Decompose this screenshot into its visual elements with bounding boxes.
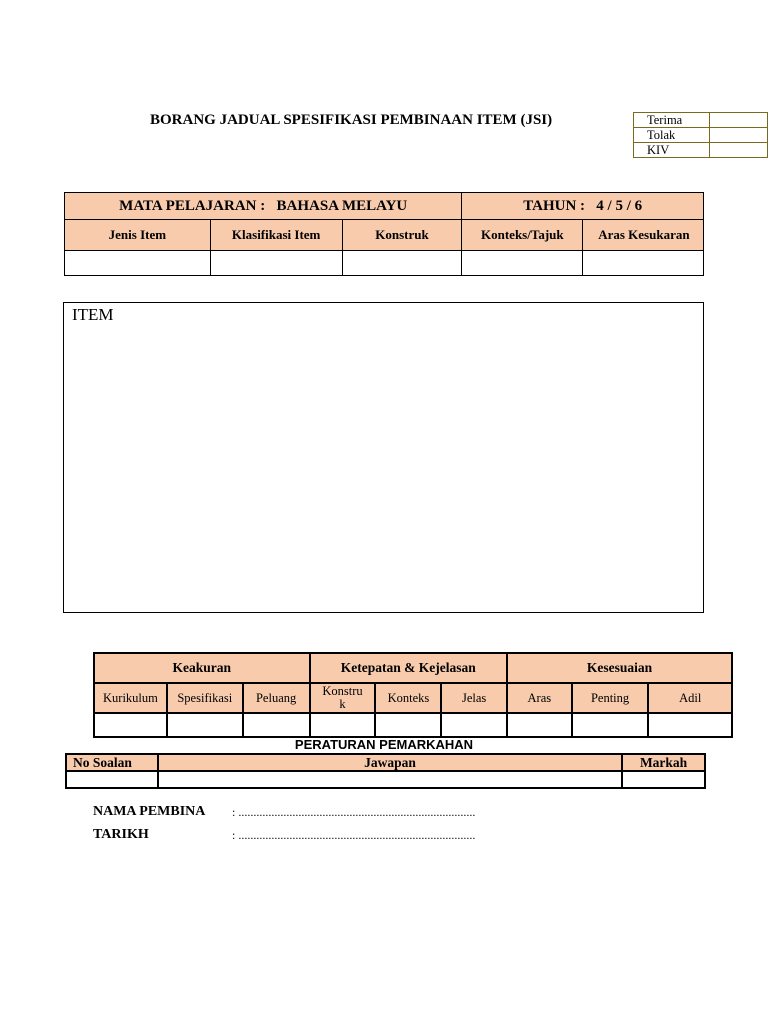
status-label-kiv: KIV: [634, 143, 710, 158]
eval-cell-spesifikasi[interactable]: [167, 713, 243, 737]
eval-cell-jelas[interactable]: [441, 713, 507, 737]
date-label: TARIKH: [93, 827, 149, 842]
cell-jenis-item[interactable]: [65, 251, 211, 276]
marking-cell-markah[interactable]: [622, 771, 705, 788]
status-label-tolak: Tolak: [634, 128, 710, 143]
name-label: NAMA PEMBINA: [93, 804, 206, 819]
subject-label: MATA PELAJARAN : BAHASA MELAYU: [65, 193, 462, 220]
item-label: ITEM: [72, 305, 114, 324]
date-field[interactable]: : ...............................................................................: [232, 828, 476, 842]
header-col-jenis-item: Jenis Item: [65, 220, 211, 251]
marking-title: PERATURAN PEMARKAHAN: [294, 737, 474, 752]
status-check-kiv[interactable]: [709, 143, 767, 158]
eval-cell-peluang[interactable]: [243, 713, 310, 737]
status-box: [633, 112, 768, 158]
eval-cell-penting[interactable]: [572, 713, 649, 737]
eval-group-ketepatan-kejelasan: Ketepatan & Kejelasan: [310, 653, 507, 683]
year-label: TAHUN : 4 / 5 / 6: [462, 193, 704, 220]
header-col-konstruk: Konstruk: [342, 220, 462, 251]
evaluation-table: [93, 652, 733, 738]
header-table: [64, 192, 704, 276]
header-col-konteks-tajuk: Konteks/Tajuk: [462, 220, 583, 251]
marking-cell-jawapan[interactable]: [158, 771, 622, 788]
eval-col-konteks: Konteks: [375, 683, 441, 713]
eval-group-kesesuaian: Kesesuaian: [507, 653, 732, 683]
eval-col-aras: Aras: [507, 683, 572, 713]
eval-col-adil: Adil: [648, 683, 732, 713]
eval-cell-adil[interactable]: [648, 713, 732, 737]
cell-konteks-tajuk[interactable]: [462, 251, 583, 276]
marking-cell-no-soalan[interactable]: [66, 771, 158, 788]
item-box[interactable]: [63, 302, 704, 613]
cell-klasifikasi-item[interactable]: [210, 251, 342, 276]
status-check-tolak[interactable]: [709, 128, 767, 143]
status-label-terima: Terima: [634, 113, 710, 128]
eval-col-penting: Penting: [572, 683, 649, 713]
eval-col-kurikulum: Kurikulum: [94, 683, 167, 713]
eval-group-keakuran: Keakuran: [94, 653, 310, 683]
name-field[interactable]: : ...............................................................................: [232, 805, 476, 819]
marking-col-jawapan: Jawapan: [158, 754, 622, 771]
eval-col-spesifikasi: Spesifikasi: [167, 683, 243, 713]
marking-col-markah: Markah: [622, 754, 705, 771]
marking-table: [65, 753, 706, 789]
cell-konstruk[interactable]: [342, 251, 462, 276]
status-check-terima[interactable]: [709, 113, 767, 128]
eval-cell-aras[interactable]: [507, 713, 572, 737]
eval-cell-konteks[interactable]: [375, 713, 441, 737]
document-title: BORANG JADUAL SPESIFIKASI PEMBINAAN ITEM (JSI): [150, 112, 553, 128]
eval-col-jelas: Jelas: [441, 683, 507, 713]
marking-col-no-soalan: No Soalan: [66, 754, 158, 771]
eval-cell-kurikulum[interactable]: [94, 713, 167, 737]
header-col-aras-kesukaran: Aras Kesukaran: [583, 220, 704, 251]
eval-cell-konstruk[interactable]: [310, 713, 376, 737]
header-col-klasifikasi-item: Klasifikasi Item: [210, 220, 342, 251]
eval-col-konstruk: Konstru k: [310, 683, 376, 713]
cell-aras-kesukaran[interactable]: [583, 251, 704, 276]
eval-col-peluang: Peluang: [243, 683, 310, 713]
